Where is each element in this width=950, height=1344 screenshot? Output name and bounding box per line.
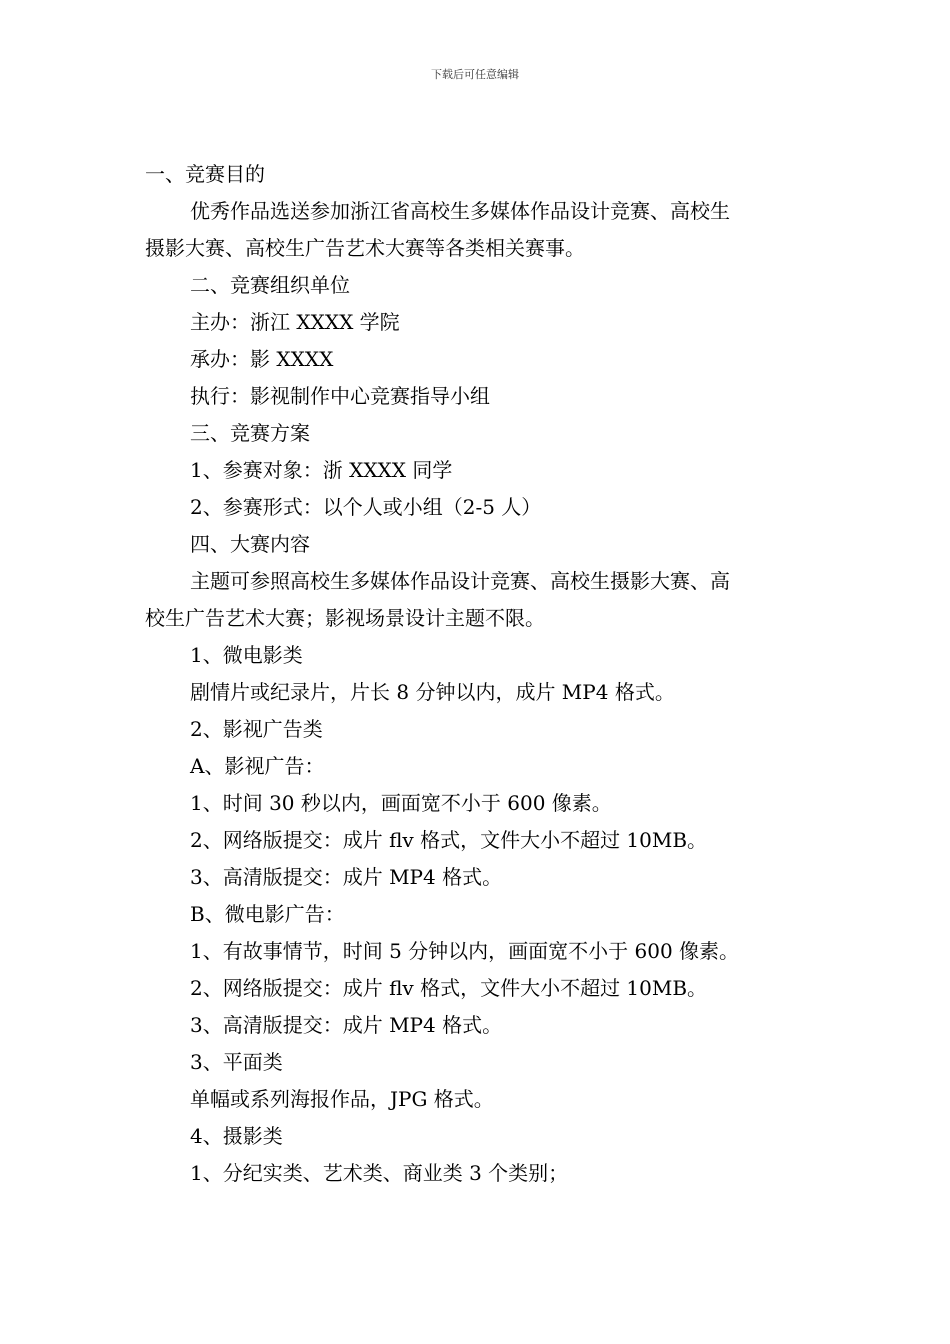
paragraph-line: 优秀作品选送参加浙江省高校生多媒体作品设计竞赛、高校生 (190, 199, 730, 223)
list-item: 主办：浙江 XXXX 学院 (190, 310, 400, 334)
paragraph-line: 主题可参照高校生多媒体作品设计竞赛、高校生摄影大赛、高 (190, 569, 730, 593)
paragraph-line: 剧情片或纪录片，片长 8 分钟以内，成片 MP4 格式。 (190, 680, 675, 704)
list-item: 3、高清版提交：成片 MP4 格式。 (190, 865, 503, 889)
list-item: 1、参赛对象：浙 XXXX 同学 (190, 458, 453, 482)
list-item: 承办：影 XXXX (190, 347, 334, 371)
subsection-heading: A、影视广告： (190, 754, 325, 778)
list-item: 1、有故事情节，时间 5 分钟以内，画面宽不小于 600 像素。 (190, 939, 740, 963)
list-item: 执行：影视制作中心竞赛指导小组 (190, 384, 490, 408)
subsection-heading: B、微电影广告： (190, 902, 345, 926)
list-item: 2、网络版提交：成片 flv 格式，文件大小不超过 10MB。 (190, 976, 708, 1000)
paragraph-line: 校生广告艺术大赛；影视场景设计主题不限。 (145, 606, 545, 630)
list-item: 2、参赛形式：以个人或小组（2-5 人） (190, 495, 542, 519)
list-item: 3、高清版提交：成片 MP4 格式。 (190, 1013, 503, 1037)
section-heading: 四、大赛内容 (190, 532, 310, 556)
section-heading: 一、竞赛目的 (145, 162, 265, 186)
subsection-heading: 4、摄影类 (190, 1124, 283, 1148)
paragraph-line: 摄影大赛、高校生广告艺术大赛等各类相关赛事。 (145, 236, 585, 260)
subsection-heading: 3、平面类 (190, 1050, 283, 1074)
list-item: 1、分纪实类、艺术类、商业类 3 个类别； (190, 1161, 569, 1185)
page-header: 下载后可任意编辑 (431, 68, 519, 81)
paragraph-line: 单幅或系列海报作品，JPG 格式。 (190, 1087, 494, 1111)
subsection-heading: 1、微电影类 (190, 643, 303, 667)
section-heading: 二、竞赛组织单位 (190, 273, 350, 297)
list-item: 1、时间 30 秒以内，画面宽不小于 600 像素。 (190, 791, 612, 815)
section-heading: 三、竞赛方案 (190, 421, 310, 445)
list-item: 2、网络版提交：成片 flv 格式，文件大小不超过 10MB。 (190, 828, 708, 852)
document-body (145, 156, 805, 1192)
subsection-heading: 2、影视广告类 (190, 717, 323, 741)
